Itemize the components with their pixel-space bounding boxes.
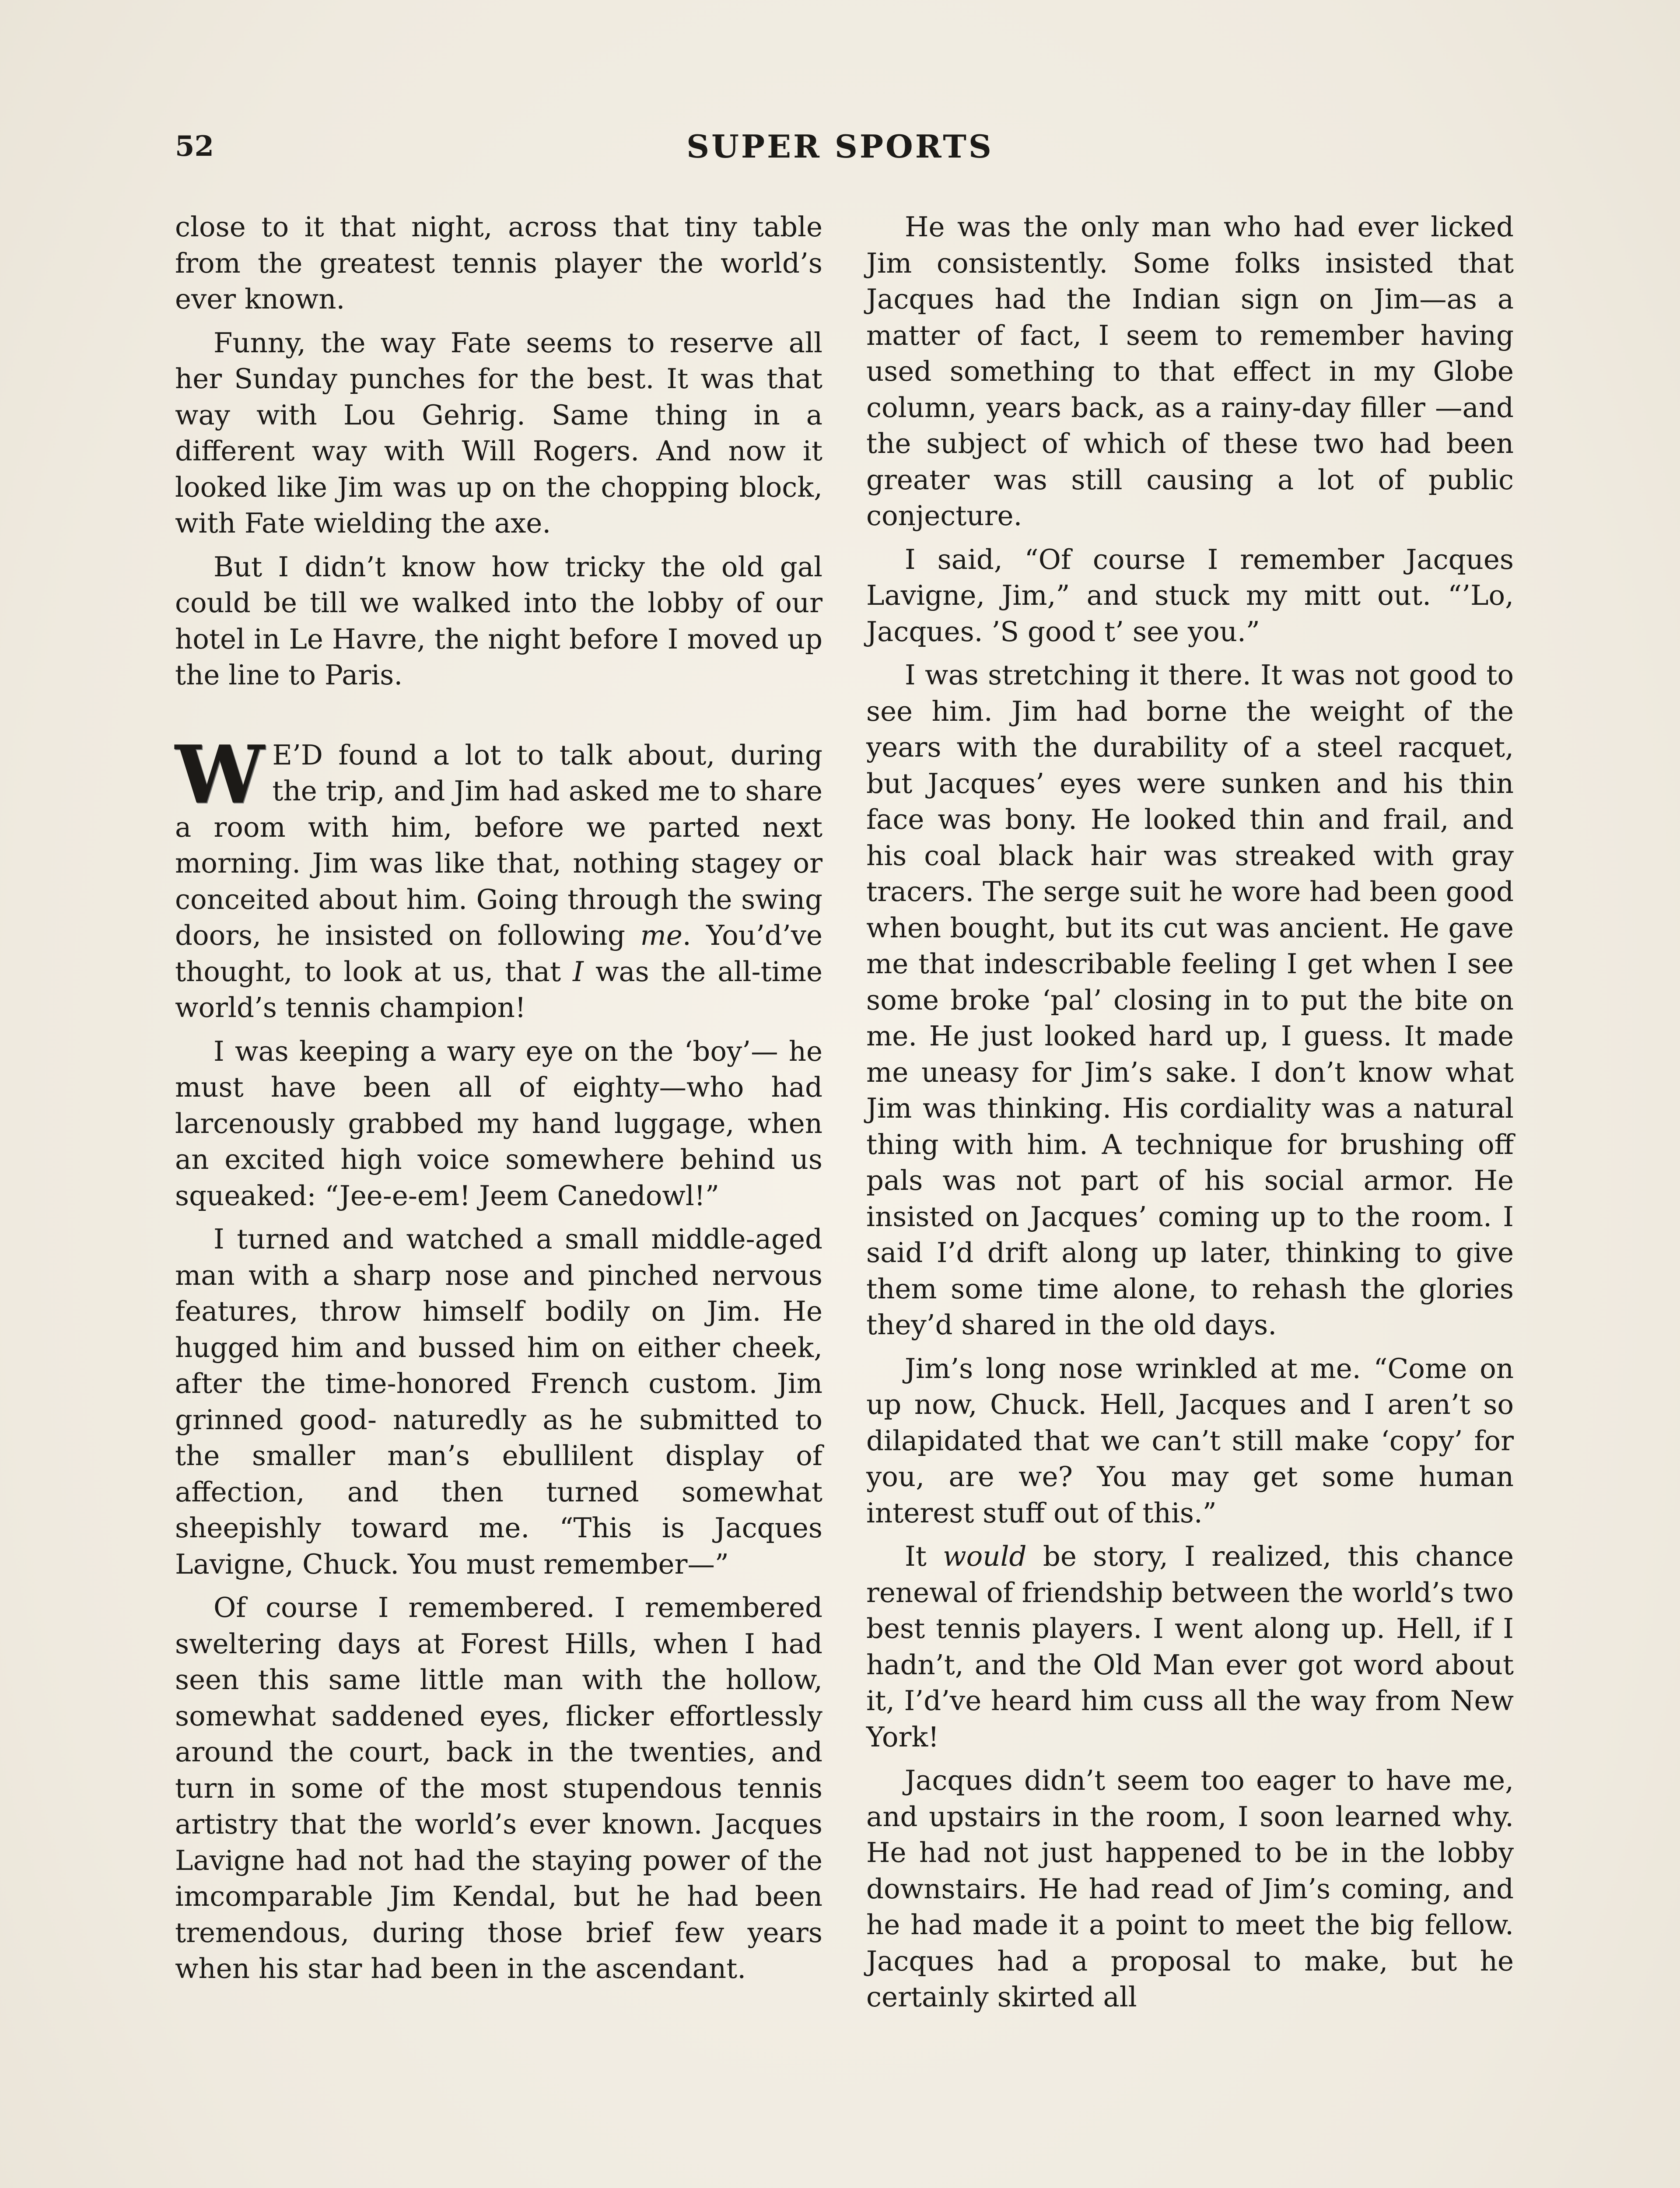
paragraph-text: . You’d’ve thought, to look at us, that xyxy=(175,919,823,988)
paragraph-text: was the all-time world’s tennis champion! xyxy=(175,955,822,1024)
right-column xyxy=(866,209,1514,2023)
paragraph: Jim’s long nose wrinkled at me. “Come on up now, Chuck. Hell, Jacques and I aren’t so dilapidated that we can’t still make ‘copy’ for you, are we? You may get some human interest stuff out of this.” xyxy=(866,1352,1514,1529)
paragraph-text: It xyxy=(905,1540,927,1572)
left-column xyxy=(175,209,822,1995)
paragraph: I turned and watched a small middle-aged man with a sharp nose and pinched nervous features, throw himself bodily on Jim. He hugged him and bussed him on either cheek, after the time-honored French custom. Jim grinned good- naturedly as he submitted to the smaller man’s ebullilent display of affection, and then turned somewhat sheepishly toward me. “This is Jacques Lavigne, Chuck. You must remember—” xyxy=(175,1223,822,1580)
paragraph: close to it that night, across that tiny table from the greatest tennis player the world’s ever known. xyxy=(175,211,822,315)
emphasis: would xyxy=(943,1540,1027,1572)
paragraph: Jacques didn’t seem too eager to have me, and upstairs in the room, I soon learned why. He had not just happened to be in the lobby downstairs. He had read of Jim’s coming, and he had made it a point to meet the big fellow. Jacques had a proposal to make, but he certainly skirted all xyxy=(866,1764,1514,2013)
paragraph xyxy=(866,1539,1514,1755)
paragraph: Of course I remembered. I remembered sweltering days at Forest Hills, when I had seen this same little man with the hollow, somewhat saddened eyes, flicker effortlessly around the court, back in the twenties, and turn in some of the most stupendous tennis artistry that the world’s ever known. Jacques Lavigne had not had the staying power of the imcomparable Jim Kendal, but he had been tremendous, during those brief few years when his star had been in the ascendant. xyxy=(175,1592,822,1985)
paragraph-text: E’D found a lot to talk about, during the trip, and Jim had asked me to share a room with him, before we parted next morning. Jim was like that, nothing stagey or conceited about him. Going through the swing doors, he insisted on following xyxy=(175,739,822,951)
emphasis: I xyxy=(573,955,584,988)
paragraph: I said, “Of course I remember Jacques Lavigne, Jim,” and stuck my mitt out. “’Lo, Jacques. ’S good t’ see you.” xyxy=(866,543,1514,648)
drop-cap: W xyxy=(175,727,265,821)
paragraph-text: be story, I realized, this chance renewal of friendship between the world’s two best tennis players. I went along up. Hell, if I hadn’t, and the Old Man ever got word about it, I’d’ve heard him cuss all the way from New York! xyxy=(866,1540,1514,1753)
paragraph: Funny, the way Fate seems to reserve all her Sunday punches for the best. It was that way with Lou Gehrig. Same thing in a different way with Will Rogers. And now it looked like Jim was up on the chopping block, with Fate wielding the axe. xyxy=(175,326,822,539)
paragraph: I was keeping a wary eye on the ‘boy’— he must have been all of eighty—who had larcenously grabbed my hand luggage, when an excited high voice somewhere behind us squeaked: “Jee-e-em! Jeem Canedowl!” xyxy=(175,1035,822,1212)
dropcap-paragraph xyxy=(175,727,823,1026)
paragraph: He was the only man who had ever licked Jim consistently. Some folks insisted that Jacques had the Indian sign on Jim—as a matter of fact, I seem to remember having used something to that effect in my Globe column, years back, as a rainy-day filler —and the subject of which of these two had been greater was still causing a lot of public conjecture. xyxy=(866,211,1514,532)
emphasis: me xyxy=(640,919,682,951)
page-header xyxy=(175,123,1505,171)
page-number: 52 xyxy=(175,130,214,163)
paragraph: But I didn’t know how tricky the old gal could be till we walked into the lobby of our hotel in Le Havre, the night before I moved up the line to Paris. xyxy=(175,551,822,691)
running-head: SUPER SPORTS xyxy=(686,128,994,165)
paragraph: I was stretching it there. It was not good to see him. Jim had borne the weight of the years with the durability of a steel racquet, but Jacques’ eyes were sunken and his thin face was bony. He looked thin and frail, and his coal black hair was streaked with gray tracers. The serge suit he wore had been good when bought, but its cut was ancient. He gave me that indescribable feeling I get when I see some broke ‘pal’ closing in to put the bite on me. He just looked hard up, I guess. It made me uneasy for Jim’s sake. I don’t know what Jim was thinking. His cordiality was a natural thing with him. A technique for brushing off pals was not part of his social armor. He insisted on Jacques’ coming up to the room. I said I’d drift along up later, thinking to give them some time alone, to rehash the glories they’d shared in the old days. xyxy=(866,659,1514,1341)
